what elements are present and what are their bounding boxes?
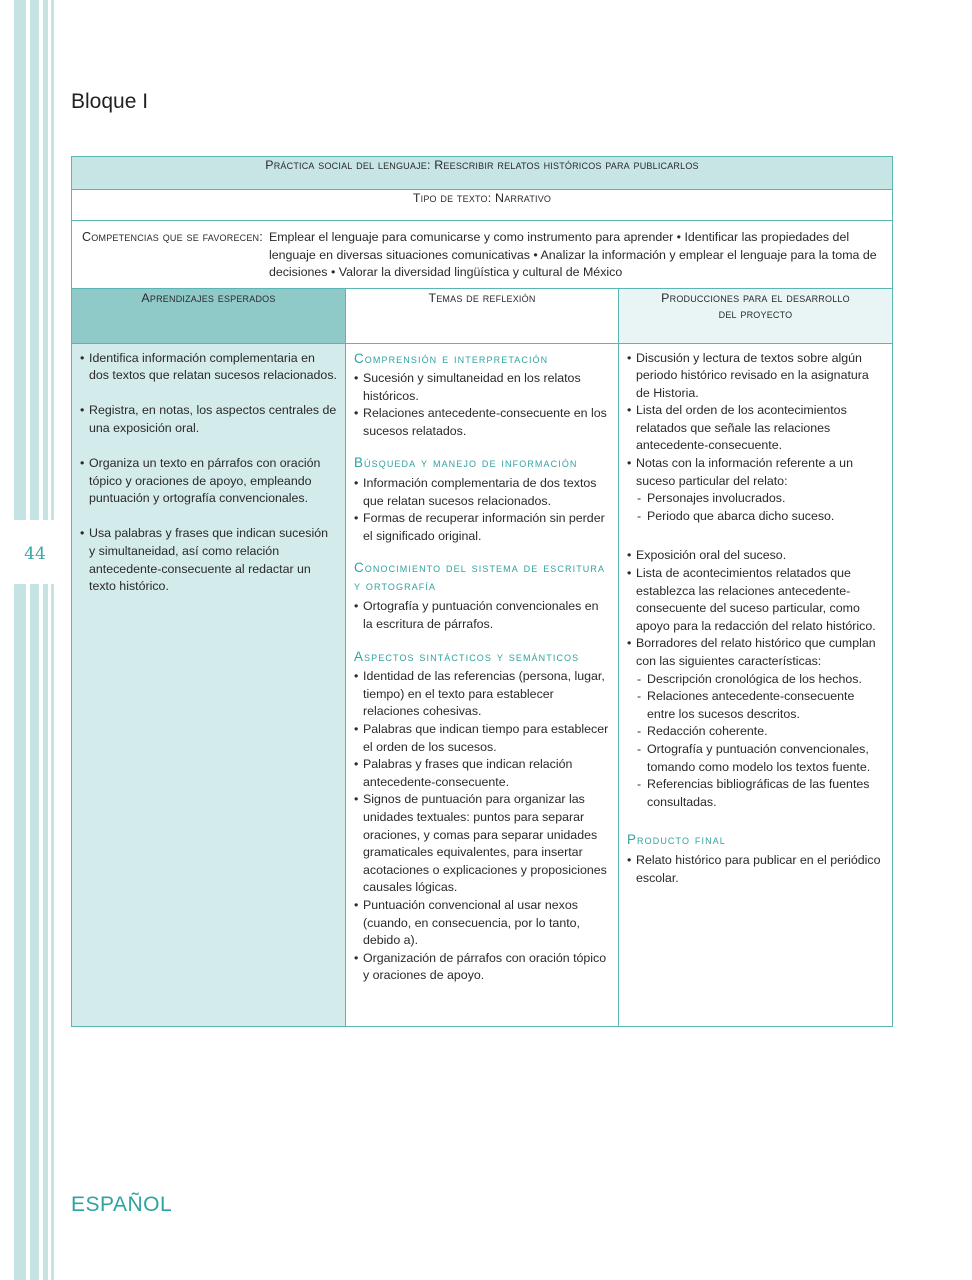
list-item: • Relato histórico para publicar en el periódico escolar. <box>627 852 884 887</box>
list-item: • Relaciones antecedente-consecuente en los sucesos relatados. <box>354 405 610 440</box>
productions-column <box>619 343 893 1026</box>
list-item: • Notas con la información referente a un suceso particular del relato: <box>627 455 884 490</box>
text-type-cell <box>72 190 893 221</box>
list-item: • Ortografía y puntuación convencionales en la escritura de párrafos. <box>354 598 610 633</box>
list-item: • Información complementaria de dos textos que relatan sucesos relacionados. <box>354 475 610 510</box>
list-item: • Borradores del relato histórico que cumplan con las siguientes características: <box>627 635 884 670</box>
list-item: • Organiza un texto en párrafos con oración tópico y oraciones de apoyo, empleando puntuación y ortografía convencionales. <box>80 455 337 508</box>
sub-list-item: - Relaciones antecedente-consecuente entre los sucesos descritos. <box>637 688 884 723</box>
list-item: • Formas de recuperar información sin perder el significado original. <box>354 510 610 545</box>
subject-label: ESPAÑOL <box>71 1193 173 1216</box>
practice-cell <box>72 157 893 190</box>
practice-title: Práctica social del lenguaje: Reescribir relatos históricos para publicarlos <box>265 158 699 172</box>
list-item: • Lista de acontecimientos relatados que establezca las relaciones antecedente-consecuente del suceso particular, como apoyo para la redacción del relato histórico. <box>627 565 884 635</box>
section-title: Búsqueda y manejo de información <box>354 455 578 471</box>
topics-column <box>346 343 619 1026</box>
section-title: Conocimiento del sistema de escritura y ortografía <box>354 560 606 594</box>
block-title: Bloque I <box>71 90 149 113</box>
list-item: • Lista del orden de los acontecimientos relatados que señale las relaciones antecedente-consecuente. <box>627 402 884 455</box>
list-item: • Identifica información complementaria en dos textos que relatan sucesos relacionados. <box>80 350 337 385</box>
sub-list-item: - Descripción cronológica de los hechos. <box>637 671 884 689</box>
column-header-productions: Producciones para el desarrollo del proyecto <box>619 288 893 343</box>
sub-list-item: - Redacción coherente. <box>637 723 884 741</box>
list-item: • Organización de párrafos con oración tópico y oraciones de apoyo. <box>354 950 610 985</box>
page-number: 44 <box>24 544 46 564</box>
list-item: • Exposición oral del suceso. <box>627 547 884 565</box>
section-title: Aspectos sintácticos y semánticos <box>354 648 580 664</box>
curriculum-table <box>71 156 893 1027</box>
competencies-label: Competencias que se favorecen: <box>82 230 263 244</box>
list-item: • Registra, en notas, los aspectos centrales de una exposición oral. <box>80 402 337 437</box>
learnings-column <box>72 343 346 1026</box>
list-item: • Identidad de las referencias (persona, lugar, tiempo) en el texto para establecer relaciones cohesivas. <box>354 668 610 721</box>
section-title: Comprensión e interpretación <box>354 350 549 366</box>
column-header-topics: Temas de reflexión <box>346 288 619 343</box>
list-item: • Usa palabras y frases que indican sucesión y simultaneidad, así como relación antecedente-consecuente al redactar un texto histórico. <box>80 525 337 595</box>
column-header-learnings: Aprendizajes esperados <box>72 288 346 343</box>
sub-list-item: - Ortografía y puntuación convencionales, tomando como modelo los textos fuente. <box>637 741 884 776</box>
competencies-text: Emplear el lenguaje para comunicarse y como instrumento para aprender • Identificar las propiedades del lenguaje en diversas situaciones comunicativas • Analizar la información y emplear el lenguaje para la toma de decisiones • Valorar la diversidad lingüística y cultural de México <box>268 230 877 279</box>
list-item: • Puntuación convencional al usar nexos (cuando, en consecuencia, por lo tanto, debido a). <box>354 897 610 950</box>
sub-list-item: - Personajes involucrados. <box>637 490 884 508</box>
list-item: • Discusión y lectura de textos sobre algún periodo histórico revisado en la asignatura de Historia. <box>627 350 884 403</box>
list-item: • Palabras y frases que indican relación antecedente-consecuente. <box>354 756 610 791</box>
list-item: • Palabras que indican tiempo para establecer el orden de los sucesos. <box>354 721 610 756</box>
section-title-final-product: Producto final <box>627 832 726 848</box>
side-stripes <box>14 0 60 1280</box>
sub-list-item: - Referencias bibliográficas de las fuentes consultadas. <box>637 776 884 811</box>
sub-list-item: - Periodo que abarca dicho suceso. <box>637 508 884 526</box>
list-item: • Sucesión y simultaneidad en los relatos históricos. <box>354 370 610 405</box>
list-item: • Signos de puntuación para organizar las unidades textuales: puntos para separar oraciones, y comas para separar unidades gramaticales equivalentes, para insertar acotaciones o explicaciones y proposiciones causales lógicas. <box>354 791 610 897</box>
text-type: Tipo de texto: Narrativo <box>412 191 552 205</box>
competencies-cell <box>72 221 893 289</box>
